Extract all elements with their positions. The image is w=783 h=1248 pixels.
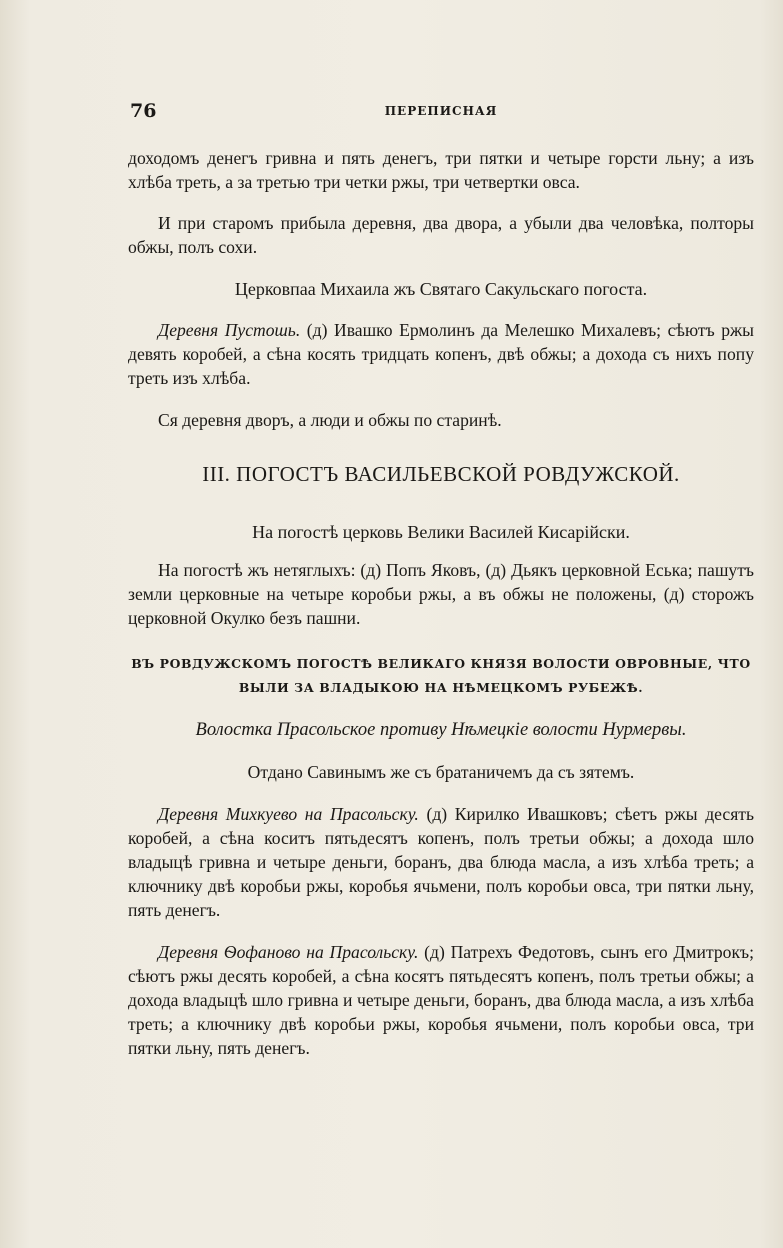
section-heading-volosti: ВЪ РОВДУЖСКОМЪ ПОГОСТѢ ВЕЛИКАГО КНЯЗЯ ВОЛОСТИ ОВРОВНЫЕ, ЧТО ВЫЛИ ЗА ВЛАДЫКОЮ НА НѢМЕЦКОМЪ РУБЕЖѢ. [131,656,751,695]
village-name-pustosh: Деревня Пустошь. [158,320,301,340]
paragraph-non-taxed: На погостѣ жъ нетяглыхъ: (д) Попъ Яковъ, (д) Дьякъ церковной Еська; пашутъ земли церковные на четыре коробьи ржы, а въ обжы не положены, (д) сторожъ церковной Окулко безъ пашни. [128,560,754,628]
paragraph-text-mikhkuevo: (д) Кирилко Ивашковъ; сѣетъ ржы десять коробей, а сѣна коситъ пятьдесятъ копенъ, полъ третьи обжы; а дохода шло владыцѣ гривна и четыре деньги, боранъ, два блюда масла, а изъ хлѣба треть; а ключнику двѣ коробьи ржы, коробья ячьмени, полъ коробьи овса, три пятки льну, пять денегъ. [128,804,755,920]
subsection-heading-prasolskoe: Волостка Прасольское противу Нѣмецкіе волости Нурмервы. [195,720,687,740]
paragraph-village-feofanovo [128,940,754,1060]
paragraph-village-change: И при старомъ прибыла деревня, два двора, а убыли два человѣка, полторы обжы, полъ сохи. [128,213,754,257]
paragraph-village-note: Ся деревня дворъ, а люди и обжы по старинѣ. [158,410,502,430]
village-name-feofanovo: Деревня Ѳофаново на Прасольску. [158,942,419,962]
paragraph-text-feofanovo: (д) Патрехъ Федотовъ, сынъ его Дмитрокъ; сѣютъ ржы десять коробей, а сѣна косятъ пятьдесятъ копенъ, полъ третьи обжы; а дохода владыцѣ шло гривна и четыре деньги, боранъ, два блюда масла, а изъ хлѣба треть; а ключнику двѣ коробьи ржы, коробья ячьмени, полъ коробьи овса, три пятки льну, пять денегъ. [128,942,754,1058]
page-number: 76 [130,100,157,122]
church-heading-vasily: На погостѣ церковь Велики Василей Кисарійски. [252,522,630,542]
page-body [128,146,754,1078]
assignment-note: Отдано Савинымъ же съ братаничемъ да съ зятемъ. [247,762,635,782]
church-heading-michael: Церковпаа Михаила жъ Святаго Сакульскаго погоста. [234,279,648,299]
section-heading-pogost: III. ПОГОСТЪ ВАСИЛЬЕВСКОЙ РОВДУЖСКОЙ. [202,462,680,486]
running-head: ПЕРЕПИСНАЯ [384,104,498,118]
paragraph-village-mikhkuevo [128,802,754,922]
paragraph-income-continued: доходомъ денегъ гривна и пять денегъ, три пятки и четыре горсти льну; а изъ хлѣба треть, а за третью три четки ржы, три четвертки овса. [128,148,754,192]
paragraph-village-pustosh [128,318,754,390]
village-name-mikhkuevo: Деревня Михкуево на Прасольску. [158,804,419,824]
paragraph-text-pustosh: (д) Ивашко Ермолинъ да Мелешко Михалевъ; сѣютъ ржы девять коробей, а сѣна косять тридцать копенъ, двѣ обжы; а дохода съ нихъ попу треть изъ хлѣба. [128,320,754,388]
page-header [130,100,752,126]
